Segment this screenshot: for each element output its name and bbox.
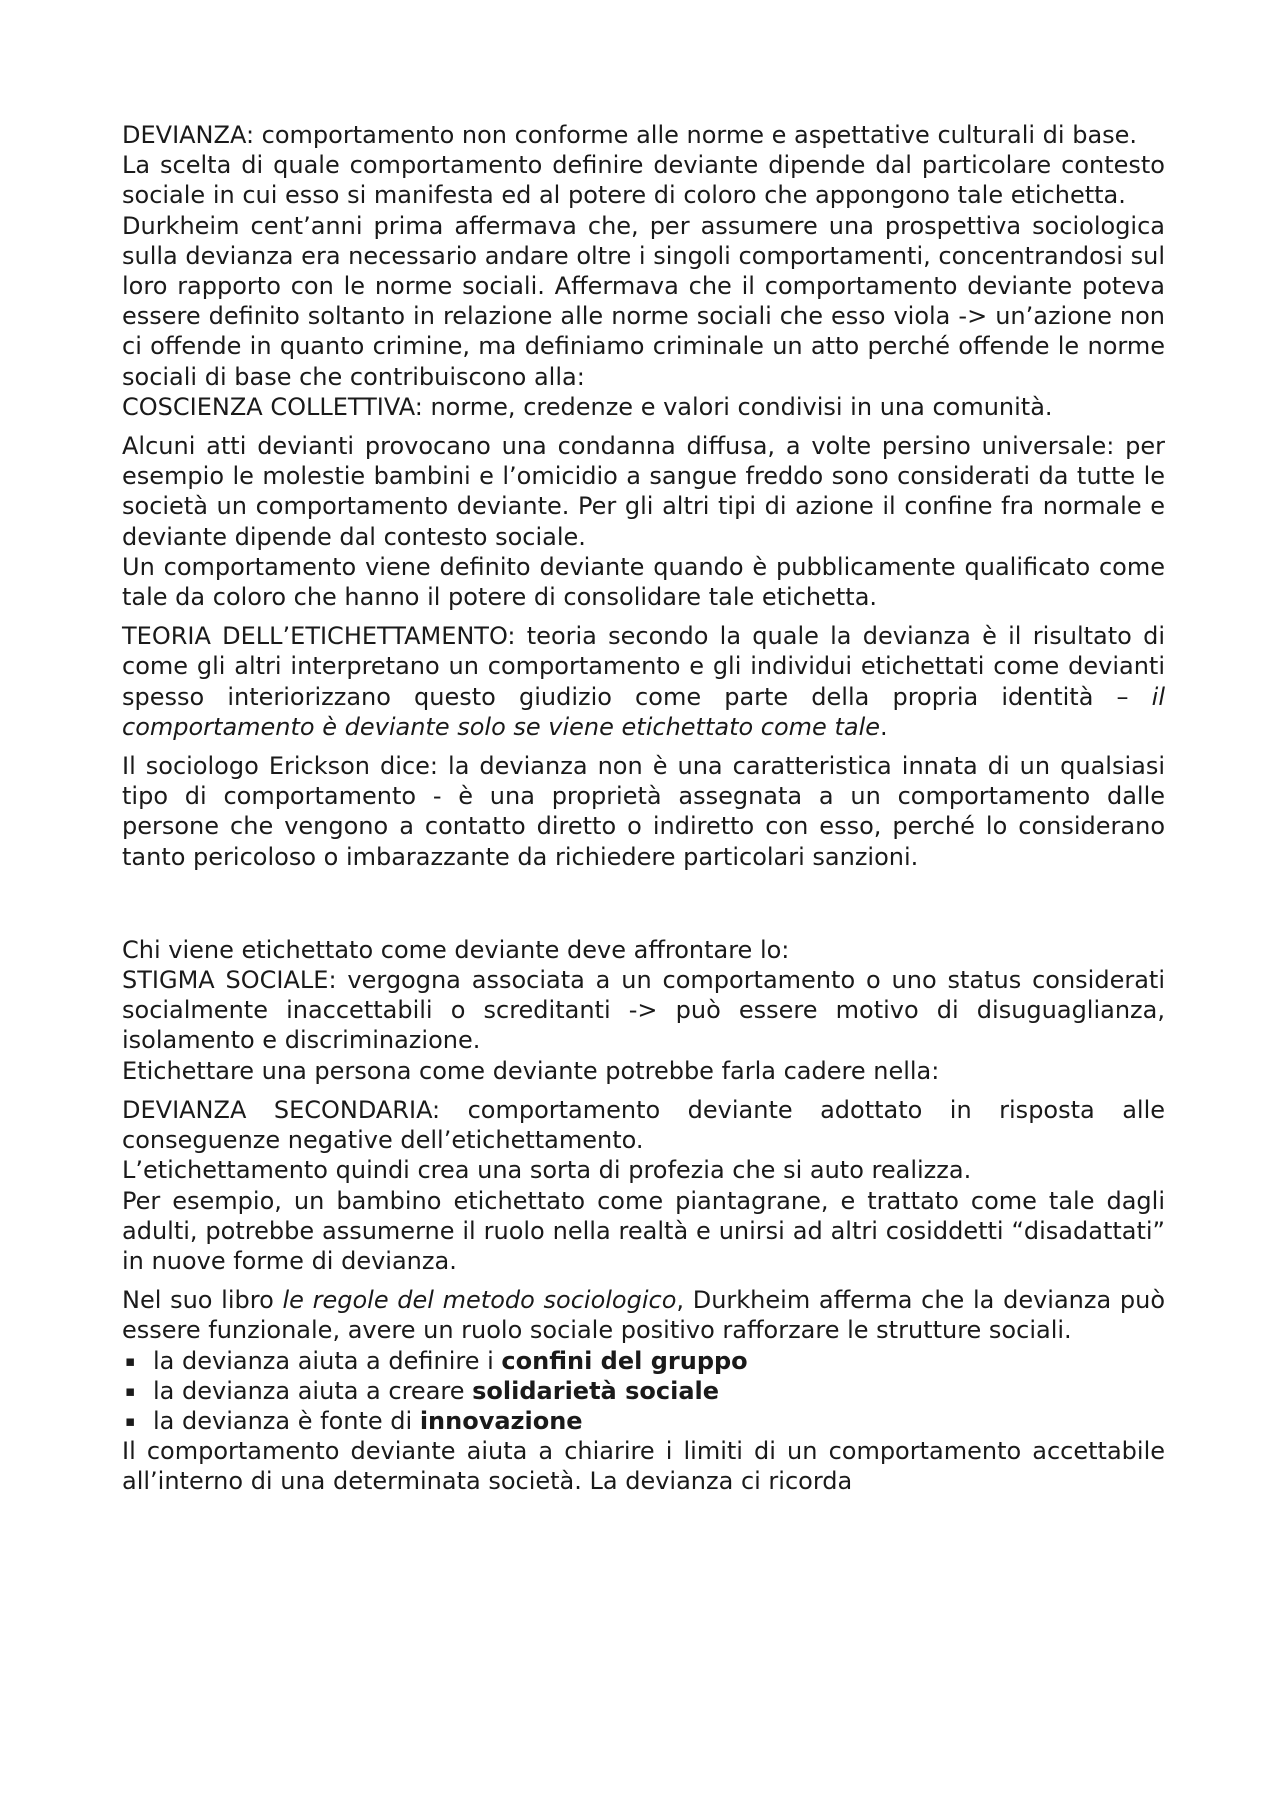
list-item: ▪ la devianza aiuta a creare solidarietà sociale (125, 1376, 720, 1405)
paragraph-esempio-bambino: Per esempio, un bambino etichettato come piantagrane, e trattato come tale dagli adulti, potrebbe assumerne il ruolo nella realtà e unirsi ad altri cosiddetti “disadattati” in nuove forme di devianza. (122, 1186, 1165, 1275)
document-page (122, 120, 1165, 1497)
paragraph-erickson: Il sociologo Erickson dice: la devianza non è una caratteristica innata di un qualsiasi tipo di comportamento - è una proprietà assegnata a un comportamento dalle persone che vengono a contatto diretto o indiretto con esso, perché lo considerano tanto pericoloso o imbarazzante da richiedere particolari sanzioni. (122, 752, 1165, 871)
paragraph-durkheim: Durkheim cent’anni prima affermava che, per assumere una prospettiva sociologica sulla devianza era necessario andare oltre i singoli comportamenti, concentrandosi sul loro rapporto con le norme sociali. Affermava che il comportamento deviante poteva essere definito soltanto in relazione alle norme sociali che esso viola -> un’azione non ci offende in quanto crimine, ma definiamo criminale un atto perché offende le norme sociali di base che contribuiscono alla: (122, 211, 1165, 391)
bullet-list (122, 1346, 1165, 1437)
square-bullet-icon: ▪ (125, 1411, 136, 1430)
square-bullet-icon: ▪ (125, 1351, 136, 1370)
libro-text-b: , Durkheim afferma che la devianza può essere funzionale, avere un ruolo sociale positivo rafforzare le strutture sociali. (122, 1286, 1166, 1345)
libro-title: le regole del metodo sociologico (282, 1286, 677, 1315)
teoria-end: . (880, 712, 888, 741)
teoria-italic: il comportamento è deviante solo se viene etichettato come tale (122, 682, 1165, 741)
libro-text-a: Nel suo libro (122, 1286, 283, 1315)
paragraph-devianza-secondaria: DEVIANZA SECONDARIA: comportamento deviante adottato in risposta alle conseguenze negative dell’etichettamento. (122, 1095, 1165, 1155)
paragraph-qualificato: Un comportamento viene definito deviante quando è pubblicamente qualificato come tale da coloro che hanno il potere di consolidare tale etichetta. (122, 552, 1165, 612)
paragraph-durkheim-libro (122, 1285, 1165, 1345)
paragraph-limiti: Il comportamento deviante aiuta a chiarire i limiti di un comportamento accettabile all’interno di una determinata società. La devianza ci ricorda (122, 1437, 1165, 1496)
paragraph-stigma-sociale: STIGMA SOCIALE: vergogna associata a un comportamento o uno status considerati socialmente inaccettabili o screditanti -> può essere motivo di disuguaglianza, isolamento e discriminazione. (122, 966, 1165, 1055)
paragraph-condanna: Alcuni atti devianti provocano una condanna diffusa, a volte persino universale: per esempio le molestie bambini e l’omicidio a sangue freddo sono considerati da tutte le società un comportamento deviante. Per gli altri tipi di azione il confine fra normale e deviante dipende dal contesto sociale. (122, 432, 1165, 551)
paragraph-coscienza-collettiva: COSCIENZA COLLETTIVA: norme, credenze e valori condivisi in una comunità. (122, 392, 1053, 421)
paragraph-etichettare: Etichettare una persona come deviante potrebbe farla cadere nella: (122, 1056, 940, 1085)
paragraph-profezia: L’etichettamento quindi crea una sorta di profezia che si auto realizza. (122, 1156, 972, 1185)
paragraph-teoria-etichettamento (122, 621, 1165, 742)
paragraph-context: La scelta di quale comportamento definire deviante dipende dal particolare contesto sociale in cui esso si manifesta ed al potere di coloro che appongono tale etichetta. (122, 151, 1165, 210)
paragraph-devianza-definition: DEVIANZA: comportamento non conforme alle norme e aspettative culturali di base. (122, 121, 1138, 149)
square-bullet-icon: ▪ (125, 1381, 136, 1400)
list-item: ▪ la devianza è fonte di innovazione (125, 1406, 583, 1435)
paragraph-etichettato: Chi viene etichettato come deviante deve affrontare lo: (122, 935, 790, 964)
list-item: ▪ la devianza aiuta a definire i confini del gruppo (125, 1346, 748, 1375)
teoria-text: TEORIA DELL’ETICHETTAMENTO: teoria secondo la quale la devianza è il risultato di come gli altri interpretano un comportamento e gli individui etichettati come devianti spesso interiorizzano questo giudizio come parte della propria identità – (122, 622, 1165, 711)
